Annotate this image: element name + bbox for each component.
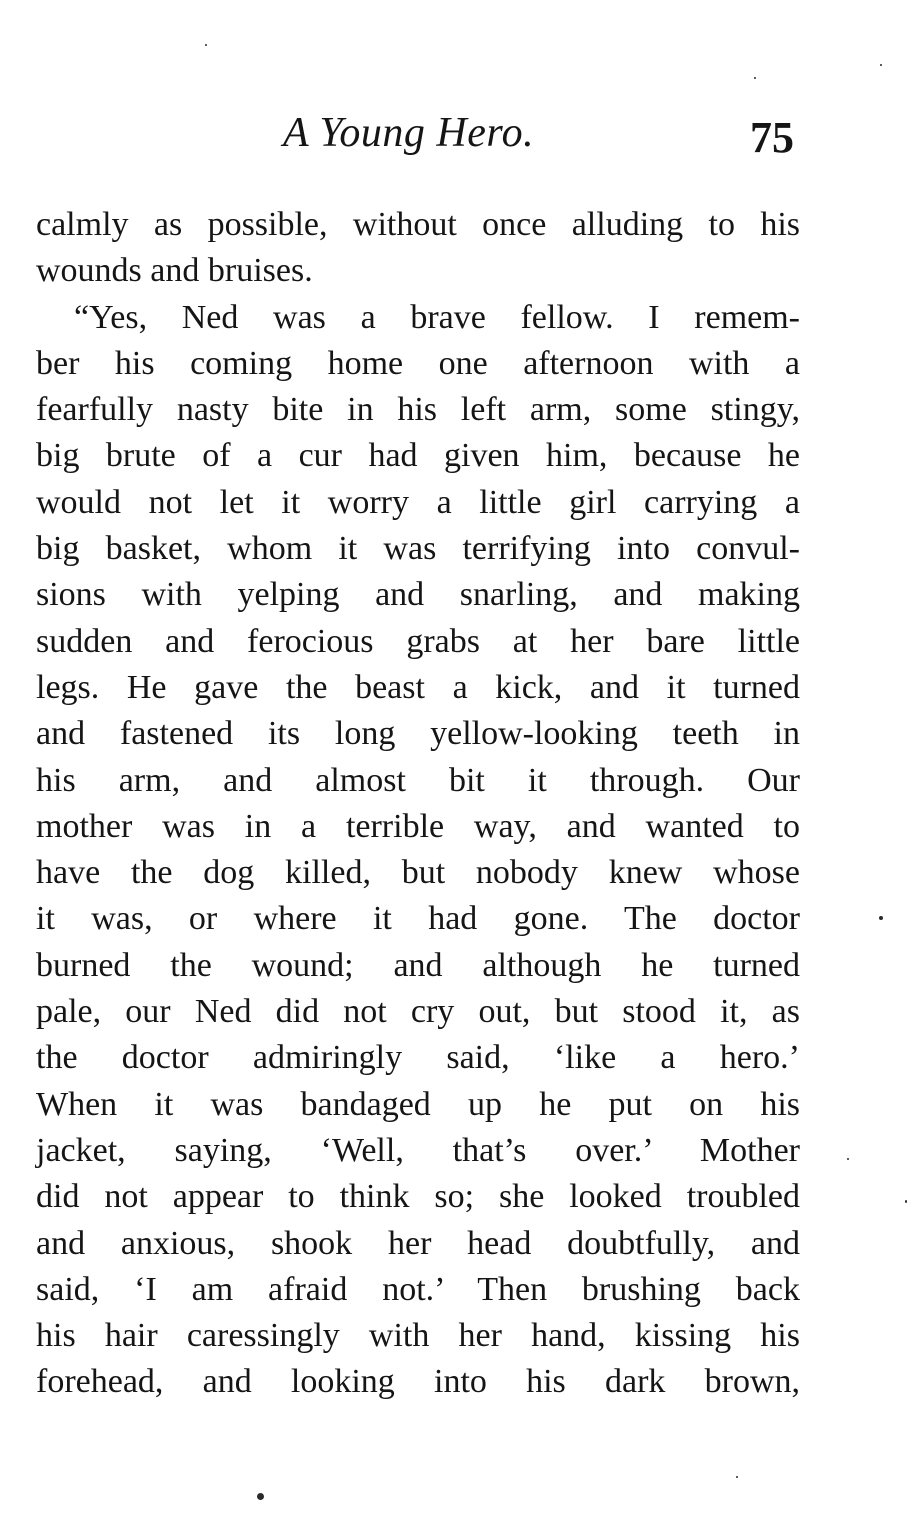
text-line: sudden and ferocious grabs at her bare little — [36, 622, 800, 660]
text-line: sions with yelping and snarling, and making — [36, 576, 800, 614]
scan-speck — [754, 77, 756, 79]
text-line: “Yes, Ned was a brave fellow. I remem- — [74, 298, 800, 336]
text-line: said, ‘I am afraid not.’ Then brushing back — [36, 1270, 800, 1308]
text-line: and anxious, shook her head doubtfully, and — [36, 1224, 800, 1262]
scan-speck — [736, 1476, 738, 1478]
page-number: 75 — [750, 113, 794, 162]
text-line: did not appear to think so; she looked troubled — [36, 1178, 800, 1216]
scan-speck — [879, 916, 883, 920]
text-line: When it was bandaged up he put on his — [36, 1085, 800, 1123]
text-line: and fastened its long yellow-looking teeth in — [36, 715, 800, 753]
scan-speck — [257, 1493, 264, 1500]
text-line: it was, or where it had gone. The doctor — [36, 900, 800, 938]
text-line: pale, our Ned did not cry out, but stood it, as — [36, 993, 800, 1031]
text-line: calmly as possible, without once alluding to his — [36, 206, 800, 243]
text-line: jacket, saying, ‘Well, that’s over.’ Mother — [36, 1131, 800, 1169]
scan-speck — [847, 1158, 849, 1160]
text-line: wounds and bruises. — [36, 252, 313, 290]
text-line: big basket, whom it was terrifying into convul- — [36, 530, 800, 568]
text-line: the doctor admiringly said, ‘like a hero.’ — [36, 1039, 800, 1077]
text-line: big brute of a cur had given him, because he — [36, 437, 800, 475]
text-line: burned the wound; and although he turned — [36, 946, 800, 984]
text-line: fearfully nasty bite in his left arm, some stingy, — [36, 391, 800, 429]
text-line: his hair caressingly with her hand, kissing his — [36, 1317, 800, 1355]
scan-speck — [905, 1200, 907, 1203]
text-line: mother was in a terrible way, and wanted to — [36, 807, 800, 845]
text-line: forehead, and looking into his dark brown, — [36, 1363, 800, 1401]
text-line: his arm, and almost bit it through. Our — [36, 761, 800, 799]
body-text — [36, 202, 800, 1406]
text-line: would not let it worry a little girl carrying a — [36, 483, 800, 521]
scan-speck — [880, 64, 882, 66]
running-title: A Young Hero. — [283, 110, 535, 156]
text-line: have the dog killed, but nobody knew whose — [36, 854, 800, 892]
text-line: legs. He gave the beast a kick, and it turned — [36, 668, 800, 706]
scan-speck — [205, 44, 207, 46]
text-line: ber his coming home one afternoon with a — [36, 344, 800, 382]
